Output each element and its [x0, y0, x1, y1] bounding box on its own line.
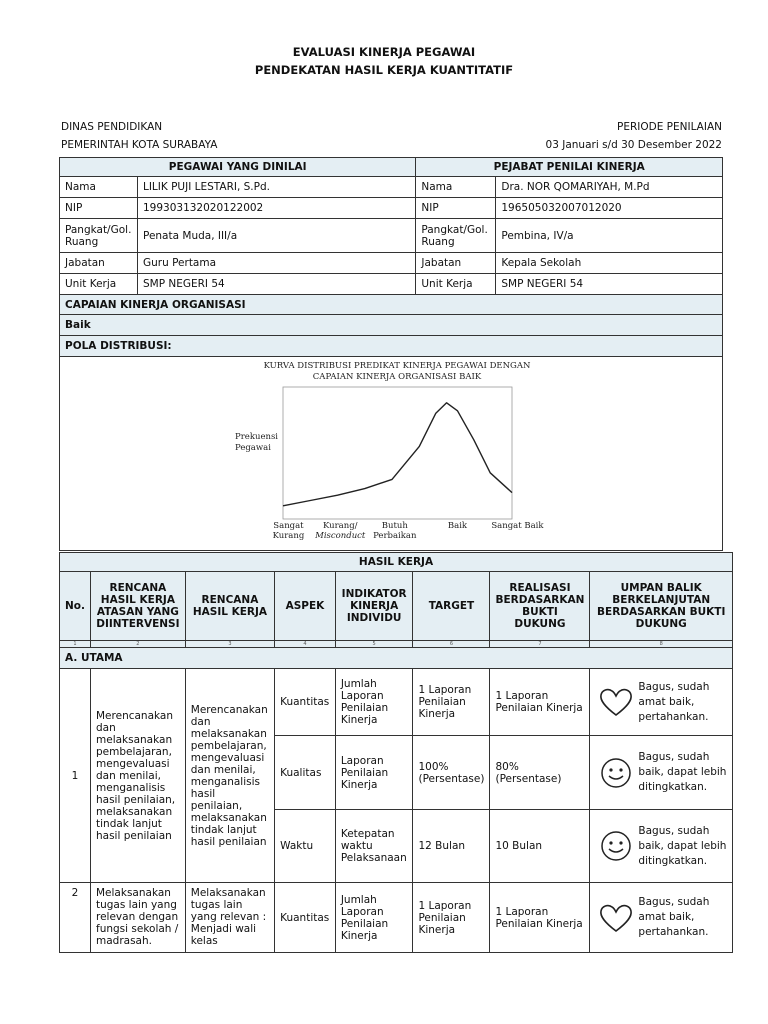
distribution-label: POLA DISTRIBUSI:: [60, 336, 723, 357]
org-performance-value: Baik: [60, 315, 723, 336]
work-results-title: HASIL KERJA: [60, 553, 733, 572]
y-axis-label: Prekuensi Pegawai: [235, 432, 279, 453]
employee-field-value: Guru Pertama: [137, 253, 415, 274]
indicator: Ketepatan waktu Pelaksanaan: [335, 810, 413, 883]
assessor-field-value: SMP NEGERI 54: [496, 274, 723, 295]
feedback-content: [594, 680, 728, 725]
feedback-text: Bagus, sudah amat baik, pertahankan.: [638, 896, 710, 938]
identity-row: [60, 219, 723, 253]
column-index: 6: [413, 641, 490, 648]
identity-row: [60, 274, 723, 295]
work-plan: Merencanakan dan melaksanakan pembelajaran, mengevaluasi dan menilai, menganalisis hasil penilaian, melaksanakan tindak lanjut hasil penilaian: [185, 669, 274, 883]
feedback-text: Bagus, sudah amat baik, pertahankan.: [638, 680, 710, 723]
feedback-content: [594, 750, 728, 795]
column-header-line: UMPAN BALIK: [620, 582, 702, 594]
column-header-line: BERDASARKAN BUKTI: [597, 606, 726, 618]
table-row: [60, 883, 733, 953]
column-header-line: RENCANA: [201, 594, 259, 606]
distribution-chart: [60, 357, 722, 547]
heart-icon: [594, 686, 638, 718]
superior-plan: Melaksanakan tugas lain yang relevan dengan fungsi sekolah / madrasah.: [91, 883, 186, 953]
column-header-line: RENCANA: [109, 582, 167, 594]
work-results-table: [59, 552, 733, 953]
x-tick-label: Baik: [447, 521, 468, 531]
item-number: 1: [60, 669, 91, 883]
chart-title: KURVA DISTRIBUSI PREDIKAT KINERJA PEGAWAI DENGAN CAPAIAN KINERJA ORGANISASI BAIK: [263, 361, 531, 382]
org-name: DINAS PENDIDIKAN: [61, 121, 163, 133]
column-index: 2: [91, 641, 186, 648]
employee-field-label: NIP: [60, 198, 138, 219]
column-header-line: HASIL KERJA: [192, 606, 268, 618]
column-header: [490, 572, 590, 641]
distribution-curve: [283, 403, 512, 506]
org-subname: PEMERINTAH KOTA SURABAYA: [61, 139, 218, 151]
item-number: 2: [60, 883, 91, 953]
column-header: [91, 572, 186, 641]
employee-field-value: 199303132020122002: [137, 198, 415, 219]
identity-row: [60, 198, 723, 219]
identity-row: [60, 177, 723, 198]
superior-plan: Merencanakan dan melaksanakan pembelajaran, mengevaluasi dan menilai, menganalisis hasil penilaian, melaksanakan tindak lanjut hasil penilaian: [91, 669, 186, 883]
employee-field-label: Unit Kerja: [60, 274, 138, 295]
smiley-icon: [594, 829, 638, 863]
column-header-line: No.: [65, 600, 85, 612]
target: 1 Laporan Penilaian Kinerja: [413, 669, 490, 736]
feedback-text: Bagus, sudah baik, dapat lebih ditingkatkan.: [638, 751, 727, 793]
column-index: 8: [590, 641, 733, 648]
realization: 80% (Persentase): [490, 736, 590, 810]
feedback: [590, 883, 733, 953]
column-header-line: ASPEK: [285, 600, 325, 612]
feedback-content: [594, 895, 728, 940]
column-header: [590, 572, 733, 641]
assessor-field-value: Dra. NOR QOMARIYAH, M.Pd: [496, 177, 723, 198]
assessor-field-value: Kepala Sekolah: [496, 253, 723, 274]
table-row: [60, 669, 733, 736]
column-header-line: INDIVIDU: [346, 612, 402, 624]
x-tick-label: Sangat Baik: [491, 521, 544, 531]
aspect: Waktu: [275, 810, 336, 883]
assessor-field-value: 196505032007012020: [496, 198, 723, 219]
column-index: 5: [335, 641, 413, 648]
column-header-line: HASIL KERJA: [100, 594, 175, 606]
x-tick-label: Sangat Kurang: [272, 521, 305, 541]
employee-field-label: Jabatan: [60, 253, 138, 274]
document-subtitle: PENDEKATAN HASIL KERJA KUANTITATIF: [254, 63, 514, 77]
heart-icon: [594, 902, 638, 934]
realization: 1 Laporan Penilaian Kinerja: [490, 669, 590, 736]
indicator: Laporan Penilaian Kinerja: [335, 736, 413, 810]
column-header-line: KINERJA: [350, 600, 399, 612]
realization: 1 Laporan Penilaian Kinerja: [490, 883, 590, 953]
feedback-content: [594, 824, 728, 869]
column-index: 3: [185, 641, 274, 648]
period-label: PERIODE PENILAIAN: [616, 121, 722, 133]
aspect: Kualitas: [275, 736, 336, 810]
column-header-line: DUKUNG: [514, 618, 566, 630]
column-header: [60, 572, 91, 641]
employee-field-label: Pangkat/Gol. Ruang: [60, 219, 138, 253]
column-header-line: BERDASARKAN: [495, 594, 585, 606]
column-index: 4: [275, 641, 336, 648]
assessor-field-label: Jabatan: [416, 253, 496, 274]
work-plan: Melaksanakan tugas lain yang relevan : Menjadi wali kelas: [185, 883, 274, 953]
assessor-header: PEJABAT PENILAI KINERJA: [416, 158, 723, 177]
employee-field-value: Penata Muda, III/a: [137, 219, 415, 253]
assessor-field-label: NIP: [416, 198, 496, 219]
column-header: [413, 572, 490, 641]
feedback-text: Bagus, sudah baik, dapat lebih ditingkatkan.: [638, 824, 727, 867]
column-index: 1: [60, 641, 91, 648]
aspect: Kuantitas: [275, 669, 336, 736]
x-tick-label: Butuh Perbaikan: [373, 521, 417, 541]
column-header-line: BERKELANJUTAN: [612, 594, 711, 606]
realization: 10 Bulan: [490, 810, 590, 883]
column-header-line: ATASAN YANG: [96, 606, 179, 618]
assessor-field-label: Pangkat/Gol. Ruang: [416, 219, 496, 253]
feedback: [590, 810, 733, 883]
target: 12 Bulan: [413, 810, 490, 883]
column-header: [275, 572, 336, 641]
column-header-line: REALISASI: [509, 582, 571, 594]
aspect: Kuantitas: [275, 883, 336, 953]
section-utama: A. UTAMA: [60, 648, 733, 669]
assessor-field-label: Unit Kerja: [416, 274, 496, 295]
identity-table: [59, 157, 723, 551]
column-header-line: BUKTI: [522, 606, 558, 618]
column-index: 7: [490, 641, 590, 648]
document-title: EVALUASI KINERJA PEGAWAI: [292, 45, 476, 59]
smiley-icon: [594, 756, 638, 790]
target: 1 Laporan Penilaian Kinerja: [413, 883, 490, 953]
column-header: [335, 572, 413, 641]
assessor-field-label: Nama: [416, 177, 496, 198]
period-value: 03 Januari s/d 30 Desember 2022: [545, 139, 722, 151]
x-tick-label: Kurang/ Misconduct: [315, 521, 366, 541]
indicator: Jumlah Laporan Penilaian Kinerja: [335, 669, 413, 736]
chart-cell: [60, 357, 723, 551]
column-header-line: TARGET: [428, 600, 475, 612]
org-performance-label: CAPAIAN KINERJA ORGANISASI: [60, 295, 723, 315]
target: 100% (Persentase): [413, 736, 490, 810]
column-header-line: INDIKATOR: [341, 588, 407, 600]
employee-header: PEGAWAI YANG DINILAI: [60, 158, 416, 177]
indicator: Jumlah Laporan Penilaian Kinerja: [335, 883, 413, 953]
identity-row: [60, 253, 723, 274]
feedback: [590, 669, 733, 736]
employee-field-label: Nama: [60, 177, 138, 198]
column-header-line: DUKUNG: [635, 618, 687, 630]
assessor-field-value: Pembina, IV/a: [496, 219, 723, 253]
column-header-line: DIINTERVENSI: [96, 618, 180, 630]
feedback: [590, 736, 733, 810]
employee-field-value: SMP NEGERI 54: [137, 274, 415, 295]
employee-field-value: LILIK PUJI LESTARI, S.Pd.: [137, 177, 415, 198]
column-header: [185, 572, 274, 641]
